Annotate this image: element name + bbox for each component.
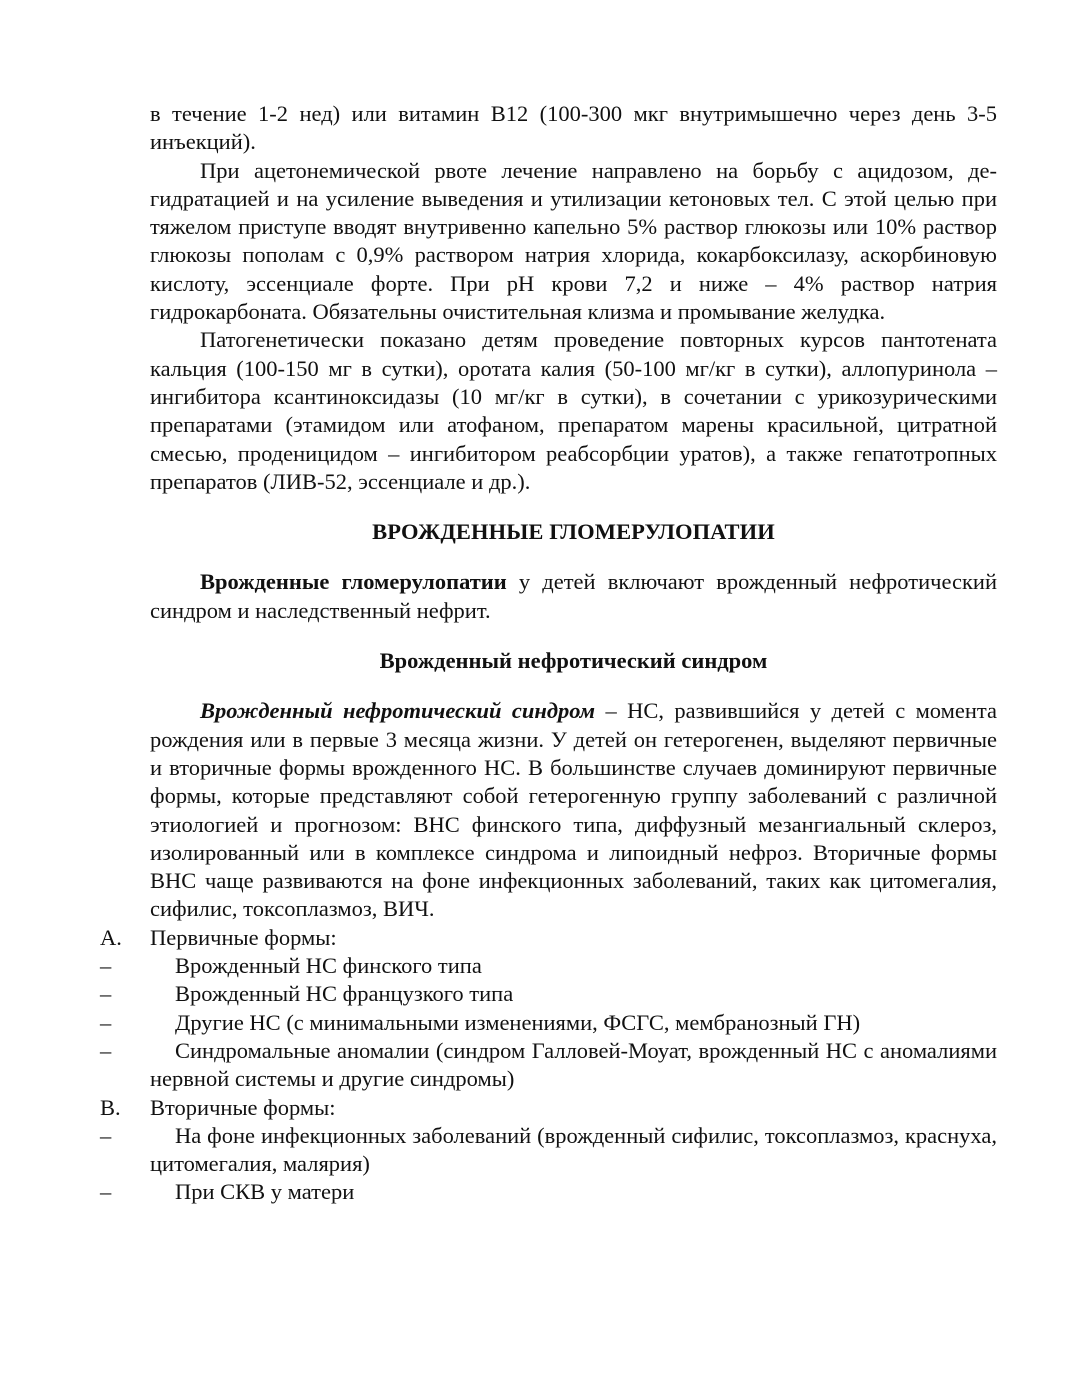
intro-term: Врожденные гломерулопатии — [200, 569, 507, 595]
dash-marker: – — [100, 953, 112, 979]
section-title: ВРОЖДЕННЫЕ ГЛОМЕРУЛОПАТИИ — [372, 519, 775, 545]
list-item-text: Первичные формы: — [150, 924, 337, 950]
list-item — [100, 1122, 997, 1179]
list-item-text: Вторичные формы: — [150, 1094, 336, 1120]
list-item-primary — [100, 924, 997, 952]
list-item-secondary — [100, 1094, 997, 1122]
list-item — [100, 952, 997, 980]
list-item — [100, 980, 997, 1008]
definition-term: Врожденный нефротический синдром — [200, 698, 596, 724]
paragraph-acetonemic-vomiting: При ацетонемической рвоте лечение направлено на борьбу с ацидозом, де-гидратацией и на усиление выведения и утилизации кетоновых тел. С этой целью при тяжелом приступе вводят внутривенно капельно 5% раствор глюкозы или 10% раствор глюкозы пополам с 0,9% раствором натрия хлорида, кокарбоксилазу, аскорбиновую кислоту, эссенциале форте. При рН крови 7,2 и ниже – 4% раствор натрия гидрокарбоната. Обязательны очистительная клизма и промывание желудка. — [150, 157, 997, 325]
list-marker: A. — [100, 924, 122, 950]
definition-rest: – НС, развившийся у детей с момента рождения или в первые 3 месяца жизни. У детей он гетерогенен, выделяют первичные и вторичные формы врожденного НС. В большинстве случаев доминируют первичные формы, которые представляют собой гетерогенную группу заболеваний с различной этиологией и прогнозом: ВНС финского типа, диффузный мезангиальный склероз, изолированный или в комплексе синдрома и липоидный нефроз. Вторичные формы ВНС чаще развиваются на фоне инфекционных заболеваний, таких как цитомегалия, сифилис, токсоплазмоз, ВИЧ. — [150, 698, 997, 922]
subsection-definition — [150, 697, 997, 923]
list-marker: B. — [100, 1094, 121, 1120]
list-item-text: При СКВ у матери — [175, 1179, 355, 1205]
paragraph-continuation: в течение 1-2 нед) или витамин В12 (100-300 мкг внутримышечно через день 3-5 инъекций). — [150, 101, 997, 155]
dash-marker: – — [100, 1009, 112, 1035]
dash-marker: – — [100, 981, 112, 1007]
paragraph-pathogenetic-therapy: Патогенетически показано детям проведение повторных курсов пантотената кальция (100-150 мг в сутки), оротата калия (50-100 мг/кг в сутки), аллопуринола – ингибитора ксантиноксидазы (10 мг/кг в сутки), в сочетании с урикозурическими препаратами (этамидом или атофаном, препаратом марены красильной, цитратной смесью, проденицидом – ингибитором реабсорбции уратов), а также гепатотропных препаратов (ЛИВ-52, эссенциале и др.). — [150, 327, 997, 494]
dash-marker: – — [100, 1122, 112, 1148]
section-intro — [150, 568, 997, 625]
list-item-text: На фоне инфекционных заболеваний (врожденный сифилис, токсоплазмоз, краснуха, цитомегалия, малярия) — [150, 1122, 997, 1177]
dash-marker: – — [100, 1037, 112, 1063]
list-item-text: Синдромальные аномалии (синдром Галловей-Моуат, врожденный НС с аномалиями нервной системы и другие синдромы) — [150, 1037, 997, 1092]
intro-rest: у детей включают врожденный нефротический синдром и наследственный нефрит. — [150, 569, 997, 623]
list-item — [100, 1037, 997, 1094]
document-page — [100, 100, 997, 1207]
subsection-title: Врожденный нефротический синдром — [379, 648, 768, 674]
dash-marker: – — [100, 1179, 112, 1205]
list-item — [100, 1178, 997, 1206]
forms-list — [100, 924, 997, 1207]
list-item-text: Врожденный НС финского типа — [175, 953, 482, 979]
list-item-text: Другие НС (с минимальными изменениями, ФСГС, мембранозный ГН) — [175, 1009, 861, 1035]
list-item-text: Врожденный НС французкого типа — [175, 981, 514, 1007]
list-item — [100, 1009, 997, 1037]
